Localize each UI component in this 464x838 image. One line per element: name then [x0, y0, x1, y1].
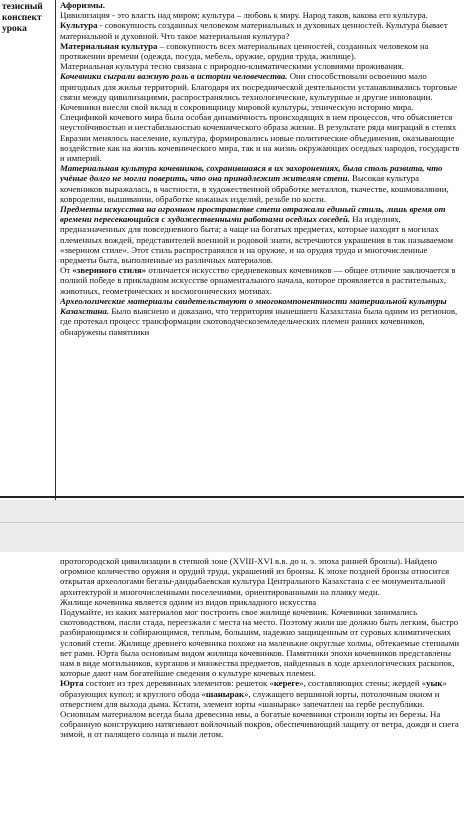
dwelling-intro: Жилище кочевника является одним из видов прикладного искусства: [60, 596, 317, 607]
yurt-text-d: », служащего вершиной юрты, потолочным окном и отверстием для выхода дыма. Кстати, элемент юрты «шанырак» запечатлен на гербе республики. Основным материалом всегда была древесина ивы, а богатые кочевники строили юрты из березы. На собранную конструкцию натягивают войлочный покров, обеспечивающий защиту от ветра, дождя и снега зимой, и от палящего солнца и пыли летом.: [60, 688, 459, 740]
art-objects-paragraph: [60, 204, 461, 265]
material-nomads-text: Высокая культура кочевников выражалась, в частности, в художественной обработке металлов, ткачестве, кошмовалянии, ковроделии, вышивании, обработке кожаных изделий, резьбе по кости.: [60, 173, 449, 204]
page-separator-line: [0, 522, 464, 523]
yurt-text-c: » образующих купол; и круглого обода «: [60, 678, 447, 699]
document-page-bottom: [60, 556, 461, 836]
archaeology-text: Было выяснено и доказано, что территория нынешнего Казахстана была одним из регионов, где протекал процесс трансформации скотоводческоземледельческих племен ранних кочевников, обнаружены памятники: [60, 306, 458, 337]
nomads-role-term: Кочевники сыграли важную роль в истории человечества.: [60, 71, 288, 82]
kerege-term: кереге: [273, 678, 300, 689]
table-bottom-border: [0, 496, 464, 498]
yurt-text-b: », составляющих стены; жердей «: [299, 678, 427, 689]
animal-style-pre: От: [60, 265, 73, 276]
shanyrak-term: шанырак: [205, 688, 245, 699]
lesson-outline-label: тезисный конспект урока: [0, 0, 56, 500]
yurt-text-a: состоит из трех деревянных элементов: решеток «: [83, 678, 274, 689]
page-content: [60, 0, 461, 496]
material-culture-term: Материальная культура: [60, 40, 158, 51]
uyk-term: уык: [426, 678, 443, 689]
continuation-paragraph: протогородской цивилизации в степной зоне (XVIII-XVI в.в. до н. э. эпоха ранней бронзы). Найдено огромное количество оружия и орудий труда, украшений из бронзы. К эпохе поздней бронзы относится открытая археологами бегазы-дандыбаевская культура Центрального Казахстана с ее монументальной архитектурой и многочисленными поселениями, ориентированными на плавку меди.: [60, 556, 450, 597]
archaeology-paragraph: [60, 296, 461, 337]
material-culture-paragraph: [60, 41, 461, 61]
art-objects-term: Предметы искусства на огромном пространстве степи отражали единый стиль, лишь время от времени пересекающийся с художественными работами оседлых соседей.: [60, 204, 446, 225]
nomads-role-paragraph: [60, 71, 461, 163]
animal-style-text: отличается искусство средневековых кочевников — общее отличие заключается в полной победе в прикладном искусстве орнаментального начала, которое проявляется в растительных, животных, геометрических и космогонических мотивах.: [60, 265, 456, 296]
culture-definition: - совокупность созданных человеком материальных и духовных ценностей. Культура бывает материальной и духовной. Что такое материальная культура?: [60, 20, 448, 41]
material-nomads-paragraph: [60, 163, 461, 204]
aphorisms-title: Афоризмы.: [60, 0, 105, 10]
nomads-role-text: Они способствовали освоению мало пригодных для жилья территорий. Благодаря их посреднической деятельности устанавливались торговые связи между цивилизациями, распространялись технологические, культурные и другие инновации. Кочевники внесли свой вклад в сокровищницу мировой культуры, этническую историю мира. Спецификой кочевого мира была особая динамичность происходящих в нем процессов, что объясняется неустойчивостью и нестабильностью кочевнического образа жизни. В результате ряда миграций в степях Евразии менялось население, культура, формировались новые политические объединения, оказывающие воздействие как на жизнь кочевнического мира, так и на жизнь окружающих оседлых народов, государств и империй.: [60, 71, 460, 164]
material-culture-link: Материальная культура тесно связана с природно-климатическими условиями проживания.: [60, 61, 404, 72]
animal-style-paragraph: [60, 265, 461, 296]
material-nomads-term: Материальная культура кочевников, сохранившаяся в их захоронениях, была столь развита, что учёные долго не могли поверить, что она принадлежит жителям степи.: [60, 163, 443, 184]
dwelling-paragraph: Подумайте, из каких материалов мог построить свое жилище кочевник. Кочевники занимались скотоводством, пасли стада, переезжали с места на место. Поэтому жили ше должно быть легким, быстро разбирающимся и собирающимся, теплым, большим, надежно защищенным от суровых климатических условий степи. Жилище древнего кочевника похоже на маленькие округлые холмы, обтекаемые степными вет рами. Юрта была основным видом жилища кочевников. Памятники эпохи кочевников представлены нам в виде могильников, курганов и множества предметов, найденных в ходе археологических раскопок, которые дают нам богатейшие сведения о культуре кочевых племен.: [60, 607, 460, 679]
material-culture-definition: – совокупность всех материальных ценностей, созданных человеком на протяжении времени (одежда, посуда, мебель, оружие, орудия труда, жилище).: [60, 40, 429, 62]
archaeology-term: Археологические материалы свидетельствуют о многокомпонентности материальной культуры Казахстана.: [60, 295, 447, 317]
culture-term: Культура: [60, 20, 98, 31]
page-separator: [0, 500, 464, 552]
animal-style-term: «звериного стиля»: [72, 265, 147, 276]
yurt-term: Юрта: [60, 678, 84, 689]
art-objects-text: На изделиях, предназначенных для повседневного быта; а чаще на богатых предметах, которые находят в могилах племенных вождей, представителей военной и родовой знати, встречаются украшения в так называемом «зверином стиле». Этот стиль распространялся и на оружие, и на орудия труда и многочисленные предметы быта, выполненные из различных материалов.: [60, 214, 454, 266]
aphorisms-paragraph: Цивилизация - это власть над миром; культура – любовь к миру. Народ таков, какова его культура.: [60, 10, 428, 21]
yurt-paragraph: [60, 678, 461, 739]
culture-paragraph: [60, 20, 461, 40]
